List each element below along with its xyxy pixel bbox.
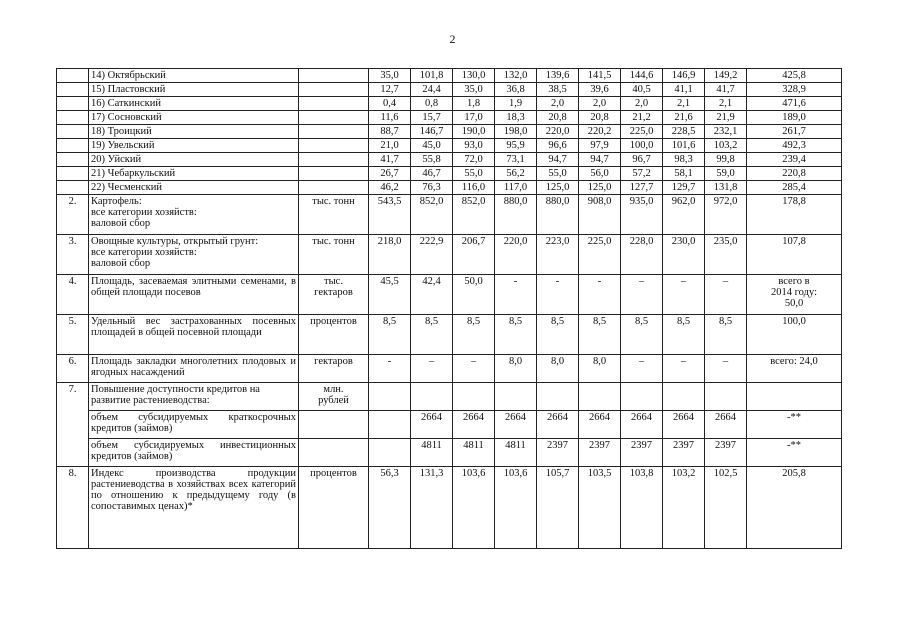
value-cell: 45,0 <box>411 139 453 153</box>
value-cell: 103,5 <box>579 467 621 549</box>
value-cell <box>663 383 705 411</box>
unit-cell <box>299 83 369 97</box>
value-cell: 21,2 <box>621 111 663 125</box>
value-cell: 41,1 <box>663 83 705 97</box>
value-cell: 852,0 <box>411 195 453 235</box>
total-cell: 471,6 <box>747 97 842 111</box>
unit-cell: процентов <box>299 315 369 355</box>
value-cell: 125,0 <box>579 181 621 195</box>
value-cell: - <box>495 275 537 315</box>
value-cell: 146,7 <box>411 125 453 139</box>
value-cell: 1,9 <box>495 97 537 111</box>
indicator-rows <box>57 195 842 549</box>
table-row <box>57 69 842 83</box>
value-cell: 220,2 <box>579 125 621 139</box>
value-cell: 50,0 <box>453 275 495 315</box>
row-number-cell <box>57 83 89 97</box>
value-cell: 76,3 <box>411 181 453 195</box>
value-cell: 1,8 <box>453 97 495 111</box>
value-cell: 20,8 <box>579 111 621 125</box>
value-cell: 2397 <box>537 439 579 467</box>
value-cell: 56,2 <box>495 167 537 181</box>
value-cell: – <box>411 355 453 383</box>
indicator-name: Индекс производства продукции растениеводства в хозяйствах всех категорий по отношению к предыдущему году (в сопоставимых ценах)* <box>89 467 299 549</box>
value-cell: 132,0 <box>495 69 537 83</box>
unit-cell-line: тыс. <box>324 276 343 287</box>
indicator-name-line: Овощные культуры, открытый грунт: <box>91 236 259 247</box>
row-number-cell <box>57 97 89 111</box>
indicator-name-line: валовой сбор <box>91 218 151 229</box>
value-cell: 139,6 <box>537 69 579 83</box>
table-row <box>57 355 842 383</box>
indicator-name: Повышение доступности кредитов на развитие растениеводства: <box>89 383 299 411</box>
value-cell: 2,1 <box>705 97 747 111</box>
row-number: 6. <box>57 355 89 383</box>
value-cell: 103,8 <box>621 467 663 549</box>
value-cell: 103,6 <box>453 467 495 549</box>
district-name: 18) Троицкий <box>89 125 299 139</box>
value-cell: 26,7 <box>369 167 411 181</box>
value-cell: – <box>663 275 705 315</box>
value-cell: 72,0 <box>453 153 495 167</box>
value-cell: 95,9 <box>495 139 537 153</box>
value-cell: 2664 <box>495 411 537 439</box>
value-cell: 96,7 <box>621 153 663 167</box>
district-name: 15) Пластовский <box>89 83 299 97</box>
value-cell: – <box>453 355 495 383</box>
unit-cell <box>299 69 369 83</box>
unit-cell: тыс. тонн <box>299 195 369 235</box>
unit-cell <box>299 275 369 315</box>
total-cell: 205,8 <box>747 467 842 549</box>
value-cell: 8,5 <box>621 315 663 355</box>
indicator-name-line: все категории хозяйств: <box>91 247 197 258</box>
value-cell: 59,0 <box>705 167 747 181</box>
value-cell: 102,5 <box>705 467 747 549</box>
table-row <box>57 153 842 167</box>
value-cell: 8,5 <box>495 315 537 355</box>
table-row <box>57 83 842 97</box>
value-cell: 141,5 <box>579 69 621 83</box>
value-cell: 228,5 <box>663 125 705 139</box>
value-cell: 103,6 <box>495 467 537 549</box>
value-cell: 2664 <box>537 411 579 439</box>
table-row <box>57 195 842 235</box>
value-cell: 8,5 <box>579 315 621 355</box>
value-cell: 8,5 <box>705 315 747 355</box>
value-cell: 4811 <box>495 439 537 467</box>
unit-cell: процентов <box>299 467 369 549</box>
value-cell: 99,8 <box>705 153 747 167</box>
value-cell: 116,0 <box>453 181 495 195</box>
total-cell: 220,8 <box>747 167 842 181</box>
indicator-name-line: Картофель: <box>91 196 142 207</box>
value-cell: 2,0 <box>537 97 579 111</box>
value-cell: 40,5 <box>621 83 663 97</box>
table-row <box>57 139 842 153</box>
value-cell: 198,0 <box>495 125 537 139</box>
row-number-cell <box>57 181 89 195</box>
table-row <box>57 383 842 411</box>
total-cell: 178,8 <box>747 195 842 235</box>
value-cell <box>537 383 579 411</box>
value-cell: 42,4 <box>411 275 453 315</box>
value-cell: – <box>621 355 663 383</box>
value-cell: - <box>579 275 621 315</box>
value-cell: 2664 <box>705 411 747 439</box>
indicator-subname: объем субсидируемых инвестиционных кредитов (займов) <box>89 439 299 467</box>
value-cell: 8,5 <box>369 315 411 355</box>
value-cell: 2664 <box>663 411 705 439</box>
row-number: 7. <box>57 383 89 467</box>
value-cell: 223,0 <box>537 235 579 275</box>
value-cell: 149,2 <box>705 69 747 83</box>
value-cell: 206,7 <box>453 235 495 275</box>
value-cell: 129,7 <box>663 181 705 195</box>
value-cell: 41,7 <box>705 83 747 97</box>
value-cell: 103,2 <box>705 139 747 153</box>
total-cell <box>747 275 842 315</box>
value-cell: 127,7 <box>621 181 663 195</box>
value-cell: 225,0 <box>579 235 621 275</box>
unit-cell: гектаров <box>299 355 369 383</box>
value-cell: 2397 <box>579 439 621 467</box>
value-cell: 46,7 <box>411 167 453 181</box>
total-cell-line: 50,0 <box>784 298 804 309</box>
value-cell <box>495 383 537 411</box>
value-cell: 4811 <box>453 439 495 467</box>
value-cell: 20,8 <box>537 111 579 125</box>
value-cell: 17,0 <box>453 111 495 125</box>
unit-cell-line: млн. <box>323 384 344 395</box>
row-number-cell <box>57 167 89 181</box>
value-cell: 232,1 <box>705 125 747 139</box>
value-cell: 131,3 <box>411 467 453 549</box>
value-cell: 131,8 <box>705 181 747 195</box>
value-cell: 0,8 <box>411 97 453 111</box>
value-cell: 235,0 <box>705 235 747 275</box>
value-cell: 58,1 <box>663 167 705 181</box>
table-row <box>57 181 842 195</box>
unit-cell <box>299 181 369 195</box>
value-cell: 11,6 <box>369 111 411 125</box>
unit-cell <box>299 97 369 111</box>
value-cell: 21,0 <box>369 139 411 153</box>
total-cell: 425,8 <box>747 69 842 83</box>
unit-cell <box>299 439 369 467</box>
indicator-name: Площадь, засеваемая элитными семенами, в общей площади посевов <box>89 275 299 315</box>
value-cell: 8,5 <box>663 315 705 355</box>
value-cell: 130,0 <box>453 69 495 83</box>
total-cell: -** <box>747 411 842 439</box>
value-cell: 55,0 <box>537 167 579 181</box>
value-cell: 21,6 <box>663 111 705 125</box>
value-cell <box>369 383 411 411</box>
value-cell: 93,0 <box>453 139 495 153</box>
value-cell: 190,0 <box>453 125 495 139</box>
value-cell: 2,0 <box>621 97 663 111</box>
district-name: 20) Уйский <box>89 153 299 167</box>
table-row <box>57 97 842 111</box>
value-cell: 125,0 <box>537 181 579 195</box>
table-row <box>57 111 842 125</box>
value-cell: 222,9 <box>411 235 453 275</box>
total-cell: 328,9 <box>747 83 842 97</box>
value-cell: 543,5 <box>369 195 411 235</box>
value-cell: 55,0 <box>453 167 495 181</box>
value-cell: 2664 <box>453 411 495 439</box>
value-cell: 2397 <box>705 439 747 467</box>
row-number-cell <box>57 69 89 83</box>
value-cell <box>621 383 663 411</box>
value-cell: 35,0 <box>453 83 495 97</box>
value-cell <box>369 411 411 439</box>
district-name: 21) Чебаркульский <box>89 167 299 181</box>
value-cell: - <box>369 355 411 383</box>
unit-cell <box>299 125 369 139</box>
value-cell: 2664 <box>411 411 453 439</box>
table-row <box>57 167 842 181</box>
value-cell: 12,7 <box>369 83 411 97</box>
value-cell: 935,0 <box>621 195 663 235</box>
value-cell <box>411 383 453 411</box>
value-cell: 97,9 <box>579 139 621 153</box>
value-cell: 8,0 <box>579 355 621 383</box>
page-number: 2 <box>449 32 456 46</box>
district-name: 17) Сосновский <box>89 111 299 125</box>
total-cell <box>747 383 842 411</box>
table-row <box>57 235 842 275</box>
value-cell: 105,7 <box>537 467 579 549</box>
total-cell-line: всего в <box>778 276 810 287</box>
total-cell: 239,4 <box>747 153 842 167</box>
value-cell: 101,6 <box>663 139 705 153</box>
value-cell: 21,9 <box>705 111 747 125</box>
value-cell: – <box>663 355 705 383</box>
district-name: 16) Саткинский <box>89 97 299 111</box>
total-cell: 285,4 <box>747 181 842 195</box>
district-rows <box>57 69 842 195</box>
value-cell: 146,9 <box>663 69 705 83</box>
value-cell: 36,8 <box>495 83 537 97</box>
value-cell: 96,6 <box>537 139 579 153</box>
value-cell: 15,7 <box>411 111 453 125</box>
row-number-cell <box>57 111 89 125</box>
total-cell-line: 2014 году: <box>771 287 817 298</box>
table-row <box>57 315 842 355</box>
value-cell: 24,4 <box>411 83 453 97</box>
unit-cell <box>299 153 369 167</box>
value-cell: 2397 <box>621 439 663 467</box>
row-number: 8. <box>57 467 89 549</box>
value-cell: 230,0 <box>663 235 705 275</box>
unit-cell <box>299 139 369 153</box>
total-cell: 107,8 <box>747 235 842 275</box>
value-cell: 880,0 <box>537 195 579 235</box>
value-cell: 100,0 <box>621 139 663 153</box>
district-name: 22) Чесменский <box>89 181 299 195</box>
value-cell: 41,7 <box>369 153 411 167</box>
value-cell: 220,0 <box>537 125 579 139</box>
indicator-name-line: валовой сбор <box>91 258 151 269</box>
value-cell: 8,0 <box>495 355 537 383</box>
total-cell: 261,7 <box>747 125 842 139</box>
value-cell <box>369 439 411 467</box>
value-cell <box>705 383 747 411</box>
value-cell: – <box>705 275 747 315</box>
value-cell: 56,3 <box>369 467 411 549</box>
district-name: 14) Октябрьский <box>89 69 299 83</box>
unit-cell-line: гектаров <box>314 287 353 298</box>
indicator-name <box>89 195 299 235</box>
value-cell: 101,8 <box>411 69 453 83</box>
value-cell: 218,0 <box>369 235 411 275</box>
total-cell: всего: 24,0 <box>747 355 842 383</box>
value-cell: 39,6 <box>579 83 621 97</box>
row-number-cell <box>57 139 89 153</box>
value-cell: 8,5 <box>453 315 495 355</box>
value-cell: 2664 <box>621 411 663 439</box>
unit-cell <box>299 411 369 439</box>
value-cell: 8,5 <box>411 315 453 355</box>
value-cell: – <box>705 355 747 383</box>
table-row <box>57 411 842 439</box>
value-cell: 88,7 <box>369 125 411 139</box>
row-number-cell <box>57 125 89 139</box>
indicators-table <box>56 68 842 549</box>
indicator-subname: объем субсидируемых краткосрочных кредитов (займов) <box>89 411 299 439</box>
table-row <box>57 125 842 139</box>
value-cell: 908,0 <box>579 195 621 235</box>
row-number: 3. <box>57 235 89 275</box>
value-cell: 18,3 <box>495 111 537 125</box>
value-cell: 880,0 <box>495 195 537 235</box>
indicator-name: Площадь закладки многолетних плодовых и ягодных насаждений <box>89 355 299 383</box>
value-cell: 94,7 <box>579 153 621 167</box>
row-number: 5. <box>57 315 89 355</box>
row-number: 2. <box>57 195 89 235</box>
unit-cell <box>299 383 369 411</box>
district-name: 19) Увельский <box>89 139 299 153</box>
indicator-name: Удельный вес застрахованных посевных площадей в общей посевной площади <box>89 315 299 355</box>
value-cell: 57,2 <box>621 167 663 181</box>
value-cell: – <box>621 275 663 315</box>
value-cell: 962,0 <box>663 195 705 235</box>
table-row <box>57 439 842 467</box>
value-cell: 972,0 <box>705 195 747 235</box>
value-cell: 225,0 <box>621 125 663 139</box>
value-cell: 94,7 <box>537 153 579 167</box>
unit-cell <box>299 111 369 125</box>
value-cell: 2397 <box>663 439 705 467</box>
value-cell: 2664 <box>579 411 621 439</box>
value-cell: 220,0 <box>495 235 537 275</box>
total-cell: 100,0 <box>747 315 842 355</box>
value-cell: 2,1 <box>663 97 705 111</box>
value-cell: 55,8 <box>411 153 453 167</box>
value-cell: 0,4 <box>369 97 411 111</box>
table-row <box>57 275 842 315</box>
value-cell: 4811 <box>411 439 453 467</box>
value-cell: 73,1 <box>495 153 537 167</box>
value-cell: 852,0 <box>453 195 495 235</box>
value-cell: 8,0 <box>537 355 579 383</box>
value-cell: 103,2 <box>663 467 705 549</box>
table-row <box>57 467 842 549</box>
value-cell: 46,2 <box>369 181 411 195</box>
value-cell: 38,5 <box>537 83 579 97</box>
value-cell: 56,0 <box>579 167 621 181</box>
unit-cell-line: рублей <box>318 395 349 406</box>
total-cell: 189,0 <box>747 111 842 125</box>
value-cell <box>453 383 495 411</box>
value-cell: 8,5 <box>537 315 579 355</box>
value-cell: 45,5 <box>369 275 411 315</box>
value-cell: 35,0 <box>369 69 411 83</box>
value-cell: - <box>537 275 579 315</box>
total-cell: -** <box>747 439 842 467</box>
value-cell: 2,0 <box>579 97 621 111</box>
value-cell: 117,0 <box>495 181 537 195</box>
total-cell: 492,3 <box>747 139 842 153</box>
value-cell: 144,6 <box>621 69 663 83</box>
indicator-name <box>89 235 299 275</box>
unit-cell: тыс. тонн <box>299 235 369 275</box>
row-number-cell <box>57 153 89 167</box>
unit-cell <box>299 167 369 181</box>
value-cell <box>579 383 621 411</box>
value-cell: 98,3 <box>663 153 705 167</box>
indicator-name-line: все категории хозяйств: <box>91 207 197 218</box>
row-number: 4. <box>57 275 89 315</box>
value-cell: 228,0 <box>621 235 663 275</box>
